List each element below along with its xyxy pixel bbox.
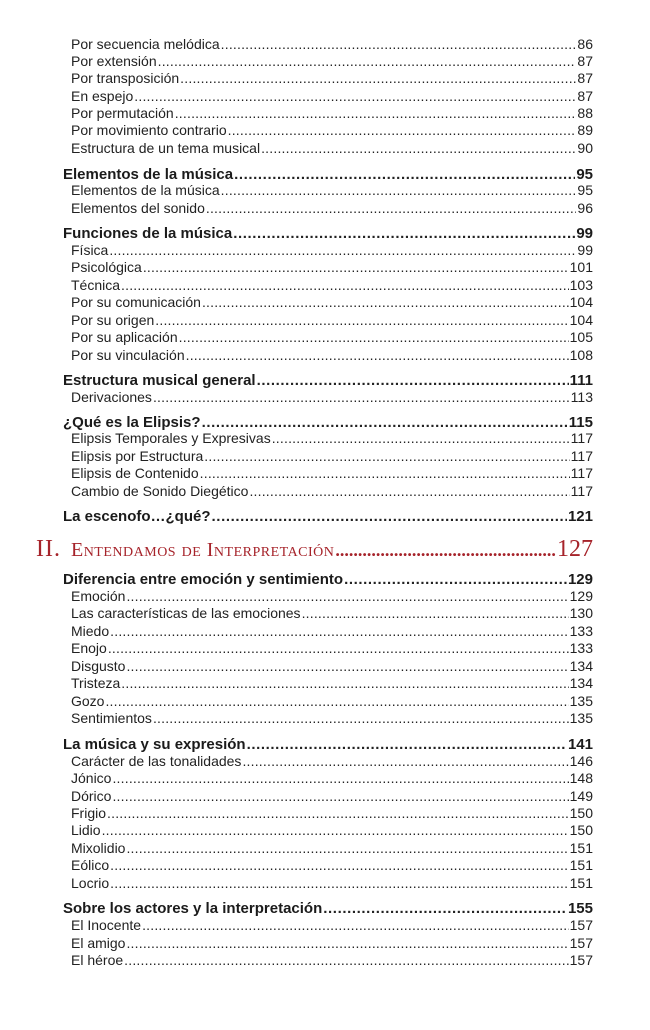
toc-entry-title: Disgusto bbox=[71, 658, 126, 674]
toc-entry-title: Elipsis de Contenido bbox=[71, 465, 199, 481]
toc-entry-title: Estructura musical general bbox=[63, 372, 256, 389]
chapter-number: II. bbox=[36, 536, 61, 562]
toc-entry-title: Funciones de la música bbox=[63, 225, 233, 242]
dot-leader bbox=[242, 753, 568, 770]
dot-leader bbox=[212, 507, 567, 526]
dot-leader bbox=[110, 857, 569, 874]
toc-head-row bbox=[63, 224, 593, 243]
dot-leader bbox=[112, 770, 568, 787]
toc-entry-title: El héroe bbox=[71, 952, 124, 968]
dot-leader bbox=[102, 822, 569, 839]
toc-page-number: 135 bbox=[569, 710, 593, 726]
dot-leader bbox=[105, 693, 568, 710]
toc-sub-row bbox=[71, 935, 593, 952]
toc-sub-row bbox=[71, 483, 593, 500]
toc-sub-row bbox=[71, 122, 593, 139]
dot-leader bbox=[143, 259, 569, 276]
toc-page-number: 104 bbox=[569, 294, 593, 310]
dot-leader bbox=[134, 88, 576, 105]
toc-head-row bbox=[63, 570, 593, 589]
toc-entry-title: Psicológica bbox=[71, 259, 142, 275]
toc-sub-row bbox=[71, 347, 593, 364]
toc-page-number: 121 bbox=[567, 508, 593, 525]
dot-leader bbox=[272, 430, 570, 447]
toc-sub-row bbox=[71, 242, 593, 259]
toc-sub-row bbox=[71, 588, 593, 605]
toc-sub-row bbox=[71, 329, 593, 346]
toc-page-number: 129 bbox=[569, 588, 593, 604]
dot-leader bbox=[202, 294, 569, 311]
toc-entry-title: Eólico bbox=[71, 857, 110, 873]
toc-entry-title: Por su origen bbox=[71, 312, 155, 328]
dot-leader bbox=[175, 105, 577, 122]
dot-leader bbox=[200, 465, 570, 482]
dot-leader bbox=[249, 483, 569, 500]
toc-entry-title: Elementos del sonido bbox=[71, 200, 205, 216]
toc-sub-row bbox=[71, 312, 593, 329]
dot-leader bbox=[186, 347, 569, 364]
toc-entry-title: La música y su expresión bbox=[63, 736, 246, 753]
toc-entry-title: Por su comunicación bbox=[71, 294, 201, 310]
toc-page-number: 103 bbox=[569, 277, 593, 293]
dot-leader bbox=[204, 448, 569, 465]
toc-sub-row bbox=[71, 770, 593, 787]
dot-leader bbox=[302, 605, 569, 622]
toc-page-number: 157 bbox=[569, 935, 593, 951]
dot-leader bbox=[121, 675, 568, 692]
toc-entry-title: Técnica bbox=[71, 277, 121, 293]
toc-sub-row bbox=[71, 36, 593, 53]
toc-entry-title: La escenofo…¿qué? bbox=[63, 508, 211, 525]
toc-page-number: 99 bbox=[577, 242, 593, 258]
toc-head-row bbox=[63, 899, 593, 918]
toc-sub-row bbox=[71, 822, 593, 839]
dot-leader bbox=[344, 570, 567, 589]
toc-page-number: 90 bbox=[577, 140, 593, 156]
toc-head-row bbox=[63, 371, 593, 390]
dot-leader bbox=[155, 312, 568, 329]
toc-sub-row bbox=[71, 53, 593, 70]
toc-page-number: 95 bbox=[576, 166, 593, 183]
toc-page-number: 87 bbox=[577, 70, 593, 86]
toc-entry-title: Derivaciones bbox=[71, 389, 152, 405]
toc-page-number: 117 bbox=[570, 430, 593, 446]
toc-sub-row bbox=[71, 753, 593, 770]
toc-head-row bbox=[63, 735, 593, 754]
toc-page-number: 130 bbox=[569, 605, 593, 621]
toc-sub-row bbox=[71, 88, 593, 105]
toc-entry-title: El amigo bbox=[71, 935, 126, 951]
toc-sub-row bbox=[71, 448, 593, 465]
dot-leader bbox=[126, 588, 568, 605]
toc-entry-title: Cambio de Sonido Diegético bbox=[71, 483, 249, 499]
toc-sub-row bbox=[71, 640, 593, 657]
toc-page-number: 115 bbox=[568, 414, 593, 431]
dot-leader bbox=[158, 53, 577, 70]
dot-leader bbox=[335, 535, 556, 564]
toc-sub-row bbox=[71, 465, 593, 482]
toc-page-number: 101 bbox=[569, 259, 593, 275]
toc-page-number: 113 bbox=[570, 389, 593, 405]
dot-leader bbox=[180, 70, 576, 87]
dot-leader bbox=[221, 182, 577, 199]
toc-entry-title: Elipsis por Estructura bbox=[71, 448, 204, 464]
toc-sub-row bbox=[71, 710, 593, 727]
toc-entry-title: Por su vinculación bbox=[71, 347, 185, 363]
toc-page-number: 151 bbox=[569, 857, 593, 873]
toc-page-number: 105 bbox=[569, 329, 593, 345]
dot-leader bbox=[126, 840, 568, 857]
toc-page-number: 88 bbox=[577, 105, 593, 121]
toc-head-row bbox=[63, 507, 593, 526]
toc-page-number: 155 bbox=[567, 900, 593, 917]
toc-entry-title: Mixolidio bbox=[71, 840, 126, 856]
dot-leader bbox=[221, 36, 577, 53]
toc-entry-title: Lidio bbox=[71, 822, 101, 838]
toc-page-number: 134 bbox=[569, 675, 593, 691]
toc-page-number: 95 bbox=[577, 182, 593, 198]
toc-sub-row bbox=[71, 658, 593, 675]
toc-chapter-row bbox=[36, 534, 593, 564]
dot-leader bbox=[126, 935, 568, 952]
dot-leader bbox=[153, 389, 570, 406]
toc-entry-title: Dórico bbox=[71, 788, 112, 804]
dot-leader bbox=[110, 875, 569, 892]
toc-entry-title: Jónico bbox=[71, 770, 112, 786]
toc-sub-row bbox=[71, 788, 593, 805]
toc-page-number: 96 bbox=[577, 200, 593, 216]
toc-page-number: 141 bbox=[567, 736, 593, 753]
toc-page-number: 150 bbox=[569, 805, 593, 821]
dot-leader bbox=[179, 329, 569, 346]
dot-leader bbox=[107, 805, 569, 822]
toc-entry-title: Diferencia entre emoción y sentimiento bbox=[63, 571, 344, 588]
toc-sub-row bbox=[71, 294, 593, 311]
dot-leader bbox=[126, 658, 568, 675]
toc-entry-title: Miedo bbox=[71, 623, 110, 639]
toc-sub-row bbox=[71, 840, 593, 857]
toc-sub-row bbox=[71, 675, 593, 692]
toc-page-number: 89 bbox=[577, 122, 593, 138]
toc-page-number: 87 bbox=[577, 88, 593, 104]
toc-entry-title: ¿Qué es la Elipsis? bbox=[63, 414, 201, 431]
toc-sub-row bbox=[71, 140, 593, 157]
toc-entry-title: Elementos de la música bbox=[71, 182, 220, 198]
dot-leader bbox=[153, 710, 569, 727]
toc-page-number: 148 bbox=[569, 770, 593, 786]
toc-entry-title: Por su aplicación bbox=[71, 329, 178, 345]
toc-entry-title: Enojo bbox=[71, 640, 107, 656]
dot-leader bbox=[142, 917, 569, 934]
toc-sub-row bbox=[71, 805, 593, 822]
toc-entry-title: Gozo bbox=[71, 693, 105, 709]
toc-sub-row bbox=[71, 917, 593, 934]
toc-sub-row bbox=[71, 605, 593, 622]
toc-page-number: 104 bbox=[569, 312, 593, 328]
toc-sub-row bbox=[71, 389, 593, 406]
toc-sub-row bbox=[71, 430, 593, 447]
dot-leader bbox=[323, 899, 567, 918]
dot-leader bbox=[247, 735, 567, 754]
toc-sub-row bbox=[71, 693, 593, 710]
toc-sub-row bbox=[71, 259, 593, 276]
toc-page-number: 146 bbox=[569, 753, 593, 769]
toc-page-number: 133 bbox=[569, 640, 593, 656]
dot-leader bbox=[112, 788, 568, 805]
toc-page-number: 134 bbox=[569, 658, 593, 674]
toc-entry-title: Elipsis Temporales y Expresivas bbox=[71, 430, 271, 446]
dot-leader bbox=[124, 952, 568, 969]
dot-leader bbox=[261, 140, 576, 157]
toc-entry-title: Física bbox=[71, 242, 109, 258]
dot-leader bbox=[108, 640, 569, 657]
toc-sub-row bbox=[71, 875, 593, 892]
toc-page-number: 150 bbox=[569, 822, 593, 838]
toc-sub-row bbox=[71, 857, 593, 874]
dot-leader bbox=[257, 371, 569, 390]
toc-entry-title: Por movimiento contrario bbox=[71, 122, 227, 138]
toc-page-number: 117 bbox=[570, 465, 593, 481]
dot-leader bbox=[206, 200, 577, 217]
toc-entry-title: Tristeza bbox=[71, 675, 121, 691]
toc-page-number: 87 bbox=[577, 53, 593, 69]
toc-page-number: 111 bbox=[569, 372, 593, 389]
toc-page-number: 127 bbox=[557, 536, 593, 562]
toc-sub-row bbox=[71, 200, 593, 217]
toc-entry-title: Por permutación bbox=[71, 105, 174, 121]
toc-sub-row bbox=[71, 952, 593, 969]
dot-leader bbox=[228, 122, 577, 139]
toc-page-number: 117 bbox=[570, 483, 593, 499]
toc-entry-title: Entendamos de Interpretación bbox=[70, 539, 335, 561]
toc-entry-title: Las características de las emociones bbox=[71, 605, 301, 621]
toc-page-number: 151 bbox=[569, 875, 593, 891]
toc-entry-title: Frigio bbox=[71, 805, 107, 821]
toc-page-number: 133 bbox=[569, 623, 593, 639]
dot-leader bbox=[109, 242, 576, 259]
toc-page-number: 99 bbox=[576, 225, 593, 242]
toc-page-number: 117 bbox=[570, 448, 593, 464]
toc-page-number: 108 bbox=[569, 347, 593, 363]
toc-sub-row bbox=[71, 70, 593, 87]
toc-entry-title: Sobre los actores y la interpretación bbox=[63, 900, 323, 917]
toc-sub-row bbox=[71, 182, 593, 199]
toc-entry-title: Emoción bbox=[71, 588, 126, 604]
toc-entry-title: En espejo bbox=[71, 88, 134, 104]
toc-entry-title: Carácter de las tonalidades bbox=[71, 753, 242, 769]
toc-page-number: 129 bbox=[567, 571, 593, 588]
toc-entry-title: Por extensión bbox=[71, 53, 157, 69]
toc-page-number: 149 bbox=[569, 788, 593, 804]
toc-sub-row bbox=[71, 623, 593, 640]
toc-page-number: 151 bbox=[569, 840, 593, 856]
toc-entry-title: Por secuencia melódica bbox=[71, 36, 220, 52]
dot-leader bbox=[121, 277, 569, 294]
toc-entry-title: Locrio bbox=[71, 875, 110, 891]
toc-sub-row bbox=[71, 105, 593, 122]
toc-entry-title: Por transposición bbox=[71, 70, 180, 86]
dot-leader bbox=[110, 623, 569, 640]
toc-entry-title: Sentimientos bbox=[71, 710, 152, 726]
toc-page-number: 135 bbox=[569, 693, 593, 709]
toc-page-number: 157 bbox=[569, 952, 593, 968]
toc-page-number: 157 bbox=[569, 917, 593, 933]
dot-leader bbox=[233, 224, 575, 243]
toc-entry-title: Estructura de un tema musical bbox=[71, 140, 261, 156]
toc-sub-row bbox=[71, 277, 593, 294]
toc-page-number: 86 bbox=[577, 36, 593, 52]
toc-entry-title: El Inocente bbox=[71, 917, 142, 933]
toc-entry-title: Elementos de la música bbox=[63, 166, 234, 183]
